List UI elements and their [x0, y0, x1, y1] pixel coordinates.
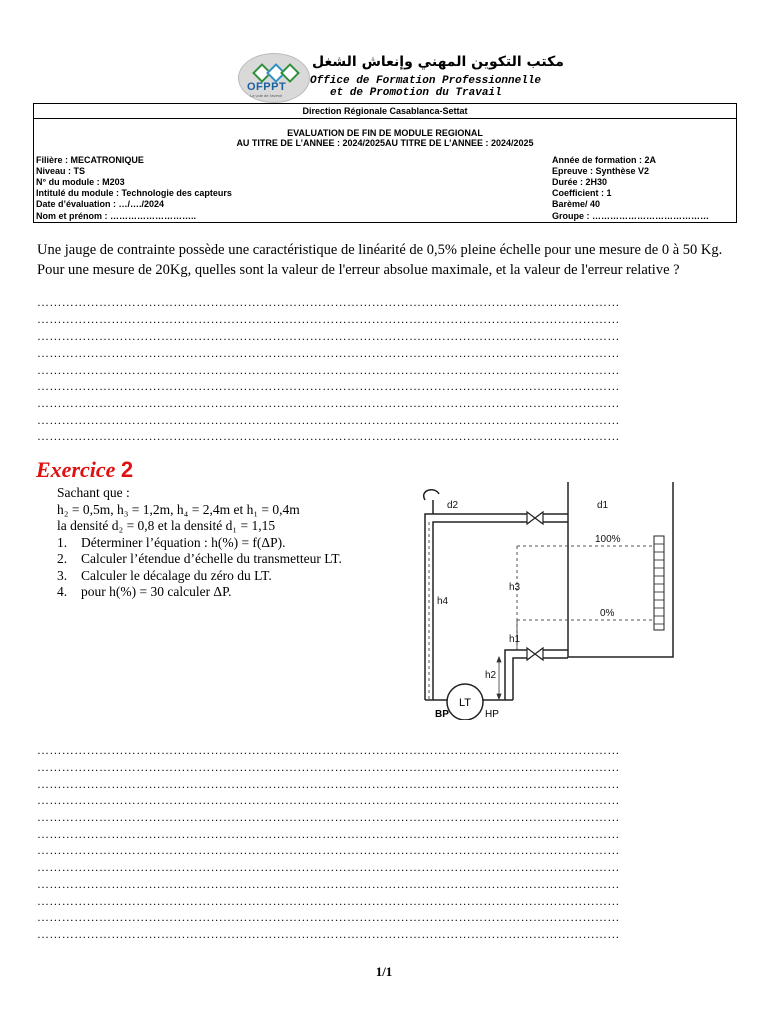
answer-line: …………………………………………………………………………………………………………………………… — [37, 379, 620, 393]
h4-label: h4 — [437, 596, 449, 607]
answer-line: …………………………………………………………………………………………………………………………… — [37, 363, 620, 377]
info-module-title: Intitulé du module : Technologie des capteurs — [36, 188, 232, 198]
info-filiere: Filière : MECATRONIQUE — [36, 155, 144, 165]
answer-line: …………………………………………………………………………………………………………………………… — [37, 760, 620, 774]
h1-label: h1 — [509, 634, 521, 645]
logo-text: OFPPT — [247, 81, 287, 93]
bp-label: BP — [435, 709, 449, 720]
info-niveau: Niveau : TS — [36, 166, 86, 176]
exercise2-title-number: 2 — [120, 457, 134, 482]
exam-info-box — [33, 103, 737, 223]
answer-line: …………………………………………………………………………………………………………………………… — [37, 860, 620, 874]
org-name-fr-line2: et de Promotion du Travail — [330, 87, 502, 99]
answer-line: …………………………………………………………………………………………………………………………… — [37, 329, 620, 343]
logo-mark — [280, 63, 300, 83]
level-100-label: 100% — [595, 534, 621, 545]
exercise2-intro: Sachant que : — [57, 485, 130, 500]
org-name-arabic: مكتب التكوين المهني وإنعاش الشغل — [312, 54, 564, 70]
exercise2-title — [36, 457, 133, 483]
direction-title: Direction Régionale Casablanca-Settat — [302, 106, 468, 116]
exercise2-title-word: Exercice — [36, 457, 116, 482]
answer-line: …………………………………………………………………………………………………………………………… — [37, 429, 620, 443]
info-bareme: Barème/ 40 — [552, 199, 601, 209]
answer-line: …………………………………………………………………………………………………………………………… — [37, 743, 620, 757]
exercise2-data-heights: h₂ = 0,5m, h₃ = 1,2m, h₄ = 2,4m et h₁ = 0,4m — [57, 501, 300, 517]
answer-line: …………………………………………………………………………………………………………………………… — [37, 843, 620, 857]
answer-line: …………………………………………………………………………………………………………………………… — [37, 877, 620, 891]
answer-line: …………………………………………………………………………………………………………………………… — [37, 777, 620, 791]
answer-line: …………………………………………………………………………………………………………………………… — [37, 793, 620, 807]
answer-line: …………………………………………………………………………………………………………………………… — [37, 346, 620, 360]
answer-line: …………………………………………………………………………………………………………………………… — [37, 810, 620, 824]
question-item: 3. Calculer le décalage du zéro du LT. — [57, 567, 272, 583]
org-name-fr-line1: Office de Formation Professionnelle — [310, 75, 542, 87]
question-item: 2. Calculer l’étendue d’échelle du transmetteur LT. — [57, 551, 342, 566]
logo-tagline: La voie de l'avenir — [250, 93, 283, 98]
answer-line: …………………………………………………………………………………………………………………………… — [37, 295, 620, 309]
d1-label: d1 — [597, 500, 609, 511]
exercise2-data-densities: la densité d₂ = 0,8 et la densité d₁ = 1,15 — [57, 518, 276, 533]
info-epreuve: Epreuve : Synthèse V2 — [552, 166, 650, 176]
ofppt-logo — [238, 53, 310, 103]
h2-label: h2 — [485, 670, 497, 681]
evaluation-title: EVALUATION DE FIN DE MODULE REGIONAL — [287, 128, 483, 138]
bottom-pipe — [505, 650, 568, 700]
level-scale — [654, 536, 664, 630]
info-module-number: N° du module : M203 — [36, 177, 125, 187]
info-date: Date d’évaluation : …/…./2024 — [36, 199, 165, 209]
answer-line: …………………………………………………………………………………………………………………………… — [37, 827, 620, 841]
info-annee: Année de formation : 2A — [552, 155, 657, 165]
valve-top — [527, 512, 543, 524]
info-coefficient: Coefficient : 1 — [552, 188, 612, 198]
transmitter-lt — [425, 684, 513, 720]
top-pipe — [540, 514, 568, 522]
answer-line: …………………………………………………………………………………………………………………………… — [37, 312, 620, 326]
info-groupe: Groupe : ………………………………… — [552, 211, 709, 221]
level-0-label: 0% — [600, 608, 615, 619]
evaluation-year: AU TITRE DE L’ANNEE : 2024/2025AU TITRE DE L’ANNEE : 2024/2025 — [236, 138, 534, 148]
answer-line: …………………………………………………………………………………………………………………………… — [37, 927, 620, 941]
answer-line: …………………………………………………………………………………………………………………………… — [37, 894, 620, 908]
question-item: 4. pour h(%) = 30 calculer ΔP. — [57, 584, 232, 599]
d2-label: d2 — [447, 500, 459, 511]
level-lines — [429, 522, 653, 700]
answer-line: …………………………………………………………………………………………………………………………… — [37, 396, 620, 410]
exercise1-question: Une jauge de contrainte possède une caractéristique de linéarité de 0,5% pleine échelle pour une mesure de 0 à 50 Kg. Pour une mesure de 20Kg, quelles sont la valeur de l'erreur absolue maximale, et la valeur de l'erreur relative ? — [37, 242, 723, 278]
lt-label: LT — [458, 697, 472, 709]
h3-label: h3 — [509, 582, 521, 593]
answer-line: …………………………………………………………………………………………………………………………… — [37, 910, 620, 924]
info-duree: Durée : 2H30 — [552, 177, 608, 187]
page-number: 1/1 — [375, 964, 393, 979]
reference-leg — [424, 490, 530, 700]
exercise2-statement — [57, 485, 342, 601]
divider — [34, 118, 736, 119]
question-item: 1. Déterminer l’équation : h(%) = f(ΔP). — [57, 534, 286, 550]
hp-label: HP — [485, 709, 499, 720]
answer-line: …………………………………………………………………………………………………………………………… — [37, 413, 620, 427]
level-transmitter-diagram — [405, 480, 685, 720]
valve-bottom — [527, 648, 543, 660]
info-name: Nom et prénom : ……………………….. — [36, 211, 197, 221]
dimension-arrows — [497, 620, 517, 699]
